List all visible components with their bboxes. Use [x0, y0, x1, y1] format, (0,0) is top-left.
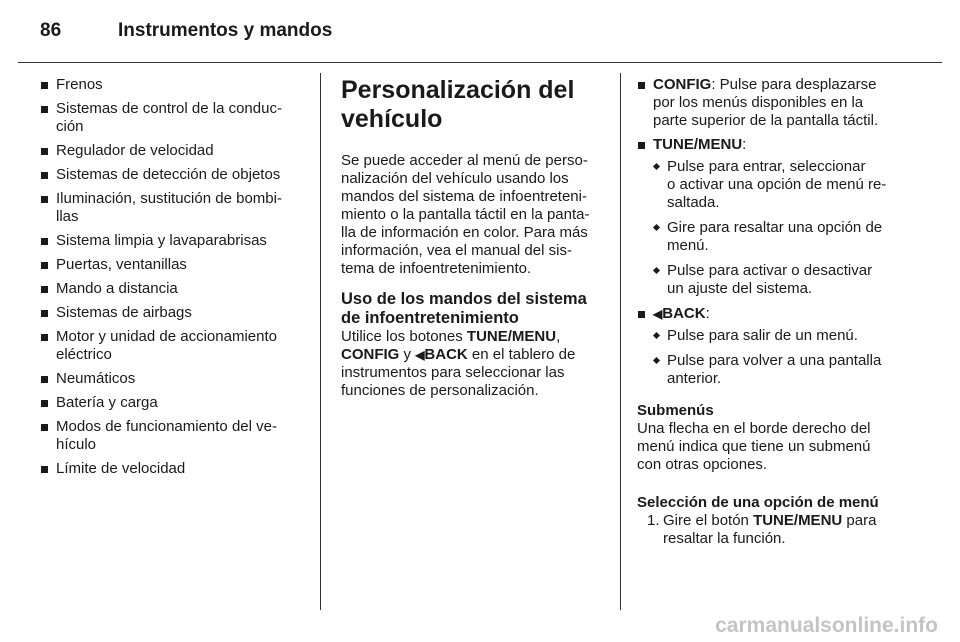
subsection-title: Uso de los mandos del sistema de infoentretenimiento [341, 290, 587, 327]
controls-paragraph: Utilice los botones TUNE/MENU, CONFIG y ◀BACK en el tablero de instrumentos para seleccionar las funciones de personalización. [341, 328, 576, 399]
tune-menu-item: TUNE/MENU: Pulse para entrar, seleccionar o activar una opción de menú re- saltada. Gire para resaltar una opción de menú. Pulse para activar o desactivar un ajuste del sistema. [637, 136, 905, 298]
list-item: Pulse para entrar, seleccionar o activar una opción de menú re- saltada. [653, 158, 905, 212]
list-item: Sistemas de airbags [40, 304, 302, 322]
back-arrow-icon: ◀ [653, 307, 663, 321]
submenus-heading: Submenús [637, 402, 714, 419]
control-list [637, 76, 905, 388]
intro-paragraph: Se puede acceder al menú de perso- nalización del vehículo usando los mandos del sistema de infoentreteni- miento o la pantalla táctil en la panta- lla de información en color. Para más información, vea el manual del sis- tema de infoentretenimiento. [341, 152, 590, 277]
topic-list [40, 76, 302, 478]
section-title: Personalización del vehículo [341, 76, 575, 133]
list-item: Frenos [40, 76, 302, 94]
config-item: CONFIG: Pulse para desplazarse por los menús disponibles en la parte superior de la pantalla táctil. [637, 76, 905, 130]
list-item: Gire para resaltar una opción de menú. [653, 219, 905, 255]
column-middle [341, 76, 603, 400]
column-left [40, 76, 302, 484]
list-item: Pulse para volver a una pantalla anterior. [653, 352, 905, 388]
steps-list [637, 512, 905, 548]
list-item: Puertas, ventanillas [40, 256, 302, 274]
back-item: ◀BACK: Pulse para salir de un menú. Pulse para volver a una pantalla anterior. [637, 305, 905, 388]
column-divider [620, 73, 621, 610]
list-item: Batería y carga [40, 394, 302, 412]
list-item: Modos de funcionamiento del ve- hículo [40, 418, 302, 454]
back-actions [653, 327, 905, 388]
list-item: Sistemas de detección de objetos [40, 166, 302, 184]
list-item: Mando a distancia [40, 280, 302, 298]
list-item: Pulse para activar o desactivar un ajuste del sistema. [653, 262, 905, 298]
list-item: Pulse para salir de un menú. [653, 327, 905, 345]
column-divider [320, 73, 321, 610]
select-option-heading: Selección de una opción de menú [637, 494, 879, 511]
page-header [40, 14, 332, 48]
back-arrow-icon: ◀ [415, 348, 425, 362]
list-item: Sistemas de control de la conduc- ción [40, 100, 302, 136]
list-item: Límite de velocidad [40, 460, 302, 478]
header-rule [18, 62, 942, 63]
list-item: Iluminación, sustitución de bombi- llas [40, 190, 302, 226]
list-item: Sistema limpia y lavaparabrisas [40, 232, 302, 250]
step-item: 1. Gire el botón TUNE/MENU para resaltar la función. [647, 512, 877, 547]
tune-menu-actions [653, 158, 905, 298]
list-item: Regulador de velocidad [40, 142, 302, 160]
list-item: Motor y unidad de accionamiento eléctrico [40, 328, 302, 364]
watermark: carmanualsonline.info [715, 614, 938, 637]
page-title: Instrumentos y mandos [118, 20, 333, 41]
column-right [637, 76, 905, 548]
page-number: 86 [40, 20, 62, 41]
list-item: Neumáticos [40, 370, 302, 388]
submenus-paragraph: Una flecha en el borde derecho del menú indica que tiene un submenú con otras opciones. [637, 420, 871, 473]
